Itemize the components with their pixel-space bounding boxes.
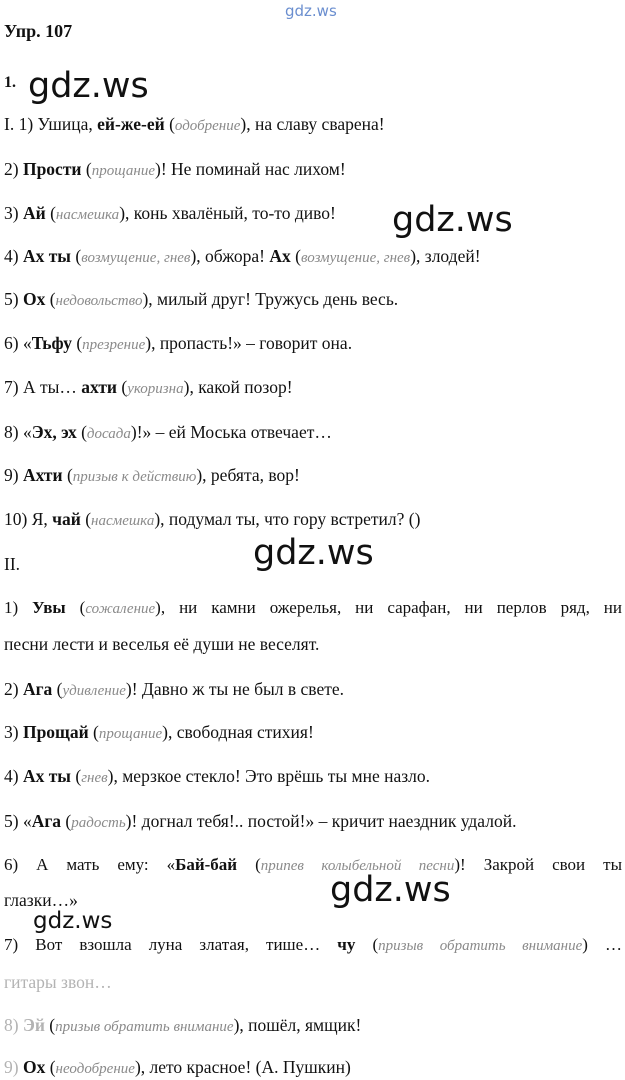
watermark-top: gdz.ws	[285, 2, 337, 20]
exercise-title: Упр. 107	[4, 21, 73, 41]
answer-line: 5) «Ага (радость)! догнал тебя!.. постой!» – кричит наездник удалой.	[4, 811, 517, 831]
answer-line: 10) Я, чай (насмешка), подумал ты, что гору встретил? ()	[4, 509, 421, 529]
watermark: gdz.ws	[28, 66, 149, 106]
answer-line: 3) Ай (насмешка), конь хвалёный, то-то диво!	[4, 203, 336, 223]
answer-line: 3) Прощай (прощание), свободная стихия!	[4, 722, 314, 742]
watermark: gdz.ws	[392, 200, 513, 240]
answer-line: 6) А мать ему: «Бай-бай (припев колыбельной песни)! Закрой свои ты	[4, 855, 622, 874]
answer-line: 9) Ахти (призыв к действию), ребята, вор!	[4, 465, 300, 485]
answer-line: I. 1) Ушица, ей-же-ей (одобрение), на славу сварена!	[4, 114, 385, 134]
answer-line: 2) Прости (прощание)! Не поминай нас лихом!	[4, 159, 346, 179]
watermark: gdz.ws	[33, 908, 113, 934]
answer-line: 2) Ага (удивление)! Давно ж ты не был в свете.	[4, 679, 345, 699]
section-label: II.	[4, 554, 21, 574]
answer-line: 4) Ах ты (возмущение, гнев), обжора! Ах (возмущение, гнев), злодей!	[4, 246, 481, 266]
part-label: 1.	[4, 74, 16, 91]
answer-line: 8) «Эх, эх (досада)!» – ей Моська отвечает…	[4, 422, 332, 442]
answer-line: 7) А ты… ахти (укоризна), какой позор!	[4, 377, 293, 397]
watermark: gdz.ws	[330, 870, 451, 910]
answer-line: глазки…»	[4, 890, 78, 910]
answer-line: 8) Эй (призыв обратить внимание), пошёл, ямщик!	[4, 1015, 362, 1035]
answer-line: 5) Ох (недовольство), милый друг! Тружусь день весь.	[4, 289, 399, 309]
answer-line: песни лести и веселья её души не веселят.	[4, 634, 320, 654]
answer-line: гитары звон…	[4, 972, 112, 992]
answer-line: 9) Ох (неодобрение), лето красное! (А. Пушкин)	[4, 1057, 351, 1077]
answer-line: 1) Увы (сожаление), ни камни ожерелья, ни сарафан, ни перлов ряд, ни	[4, 598, 622, 617]
watermark: gdz.ws	[253, 533, 374, 573]
answer-line: 6) «Тьфу (презрение), пропасть!» – говорит она.	[4, 333, 353, 353]
answer-line: 4) Ах ты (гнев), мерзкое стекло! Это врёшь ты мне назло.	[4, 766, 431, 786]
answer-line: 7) Вот взошла луна златая, тише… чу (призыв обратить внимание) …	[4, 935, 623, 954]
